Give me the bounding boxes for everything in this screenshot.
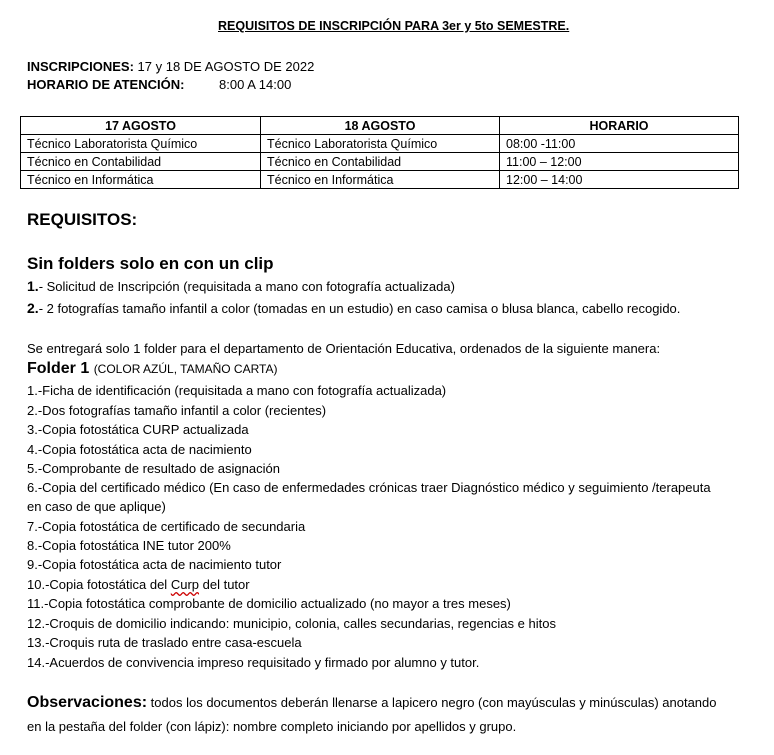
item-text: 10.-Copia fotostática del [27,577,168,592]
table-cell: Técnico Laboratorista Químico [261,135,500,153]
table-cell: 12:00 – 14:00 [500,171,739,189]
header-horario: HORARIO [500,117,739,135]
observaciones-line-1 [27,694,717,712]
table-cell: 11:00 – 12:00 [500,153,739,171]
document-title: REQUISITOS DE INSCRIPCIÓN PARA 3er y 5to SEMESTRE. [218,19,570,33]
table-header-row [21,117,739,135]
list-item: 6.-Copia del certificado médico (En caso de enfermedades crónicas traer Diagnóstico médico y seguimiento /terapeuta [27,480,711,495]
table-cell: Técnico en Contabilidad [21,153,261,171]
table-row [21,135,739,153]
list-item [27,278,455,294]
item-text-tail: del tutor [199,577,250,592]
table-cell: 08:00 -11:00 [500,135,739,153]
curp-word: Curp [170,577,200,592]
intro-text: Se entregará solo 1 folder para el departamento de Orientación Educativa, ordenados de la siguiente manera: [27,341,661,356]
observaciones-text: todos los documentos deberán llenarse a lapicero negro (con mayúsculas y minúsculas) anotando [147,695,717,710]
table-row [21,171,739,189]
schedule-table [20,116,739,189]
list-item: en caso de que aplique) [27,499,166,514]
list-item: 5.-Comprobante de resultado de asignación [27,461,280,476]
table-cell: Técnico en Informática [21,171,261,189]
list-item: 9.-Copia fotostática acta de nacimiento tutor [27,557,282,572]
folder-subtitle: (COLOR AZÚL, TAMAÑO CARTA) [93,362,278,376]
list-item: 2.-Dos fotografías tamaño infantil a color (recientes) [27,403,327,418]
folder-title [27,360,278,378]
folder-title-text: Folder 1 [27,360,90,377]
list-item: 8.-Copia fotostática INE tutor 200% [27,538,231,553]
table-cell: Técnico en Contabilidad [261,153,500,171]
list-item: 4.-Copia fotostática acta de nacimiento [27,442,252,457]
list-item [27,300,680,316]
list-item: 1.-Ficha de identificación (requisitada a mano con fotografía actualizada) [27,383,447,398]
list-item: 7.-Copia fotostática de certificado de secundaria [27,519,306,534]
horario-line [27,77,292,92]
item-text: - Solicitud de Inscripción (requisitada a mano con fotografía actualizada) [38,279,455,294]
list-item: 3.-Copia fotostática CURP actualizada [27,422,249,437]
table-cell: Técnico en Informática [261,171,500,189]
list-item: 14.-Acuerdos de convivencia impreso requisitado y firmado por alumno y tutor. [27,655,480,670]
sin-folders-heading: Sin folders solo en con un clip [27,254,274,273]
header-18-agosto: 18 AGOSTO [261,117,500,135]
observaciones-line-2: en la pestaña del folder (con lápiz): nombre completo iniciando por apellidos y grupo. [27,719,517,734]
table-row [21,153,739,171]
inscripciones-line [27,59,314,74]
list-item: 12.-Croquis de domicilio indicando: municipio, colonia, calles secundarias, regencias e hitos [27,616,556,631]
header-17-agosto: 17 AGOSTO [21,117,261,135]
inscripciones-value: 17 y 18 DE AGOSTO DE 2022 [137,59,315,74]
horario-value: 8:00 A 14:00 [219,77,292,92]
horario-label: HORARIO DE ATENCIÓN: [27,77,185,92]
observaciones-label: Observaciones: [27,694,148,711]
requisitos-heading: REQUISITOS: [27,210,138,229]
item-number: 2. [27,300,39,316]
table-cell: Técnico Laboratorista Químico [21,135,261,153]
item-number: 1. [27,278,39,294]
list-item: 13.-Croquis ruta de traslado entre casa-escuela [27,635,302,650]
list-item [27,577,250,592]
item-text: - 2 fotografías tamaño infantil a color (tomadas en un estudio) en caso camisa o blusa blanca, cabello recogido. [38,301,681,316]
list-item: 11.-Copia fotostática comprobante de domicilio actualizado (no mayor a tres meses) [27,596,511,611]
inscripciones-label: INSCRIPCIONES: [27,59,134,74]
